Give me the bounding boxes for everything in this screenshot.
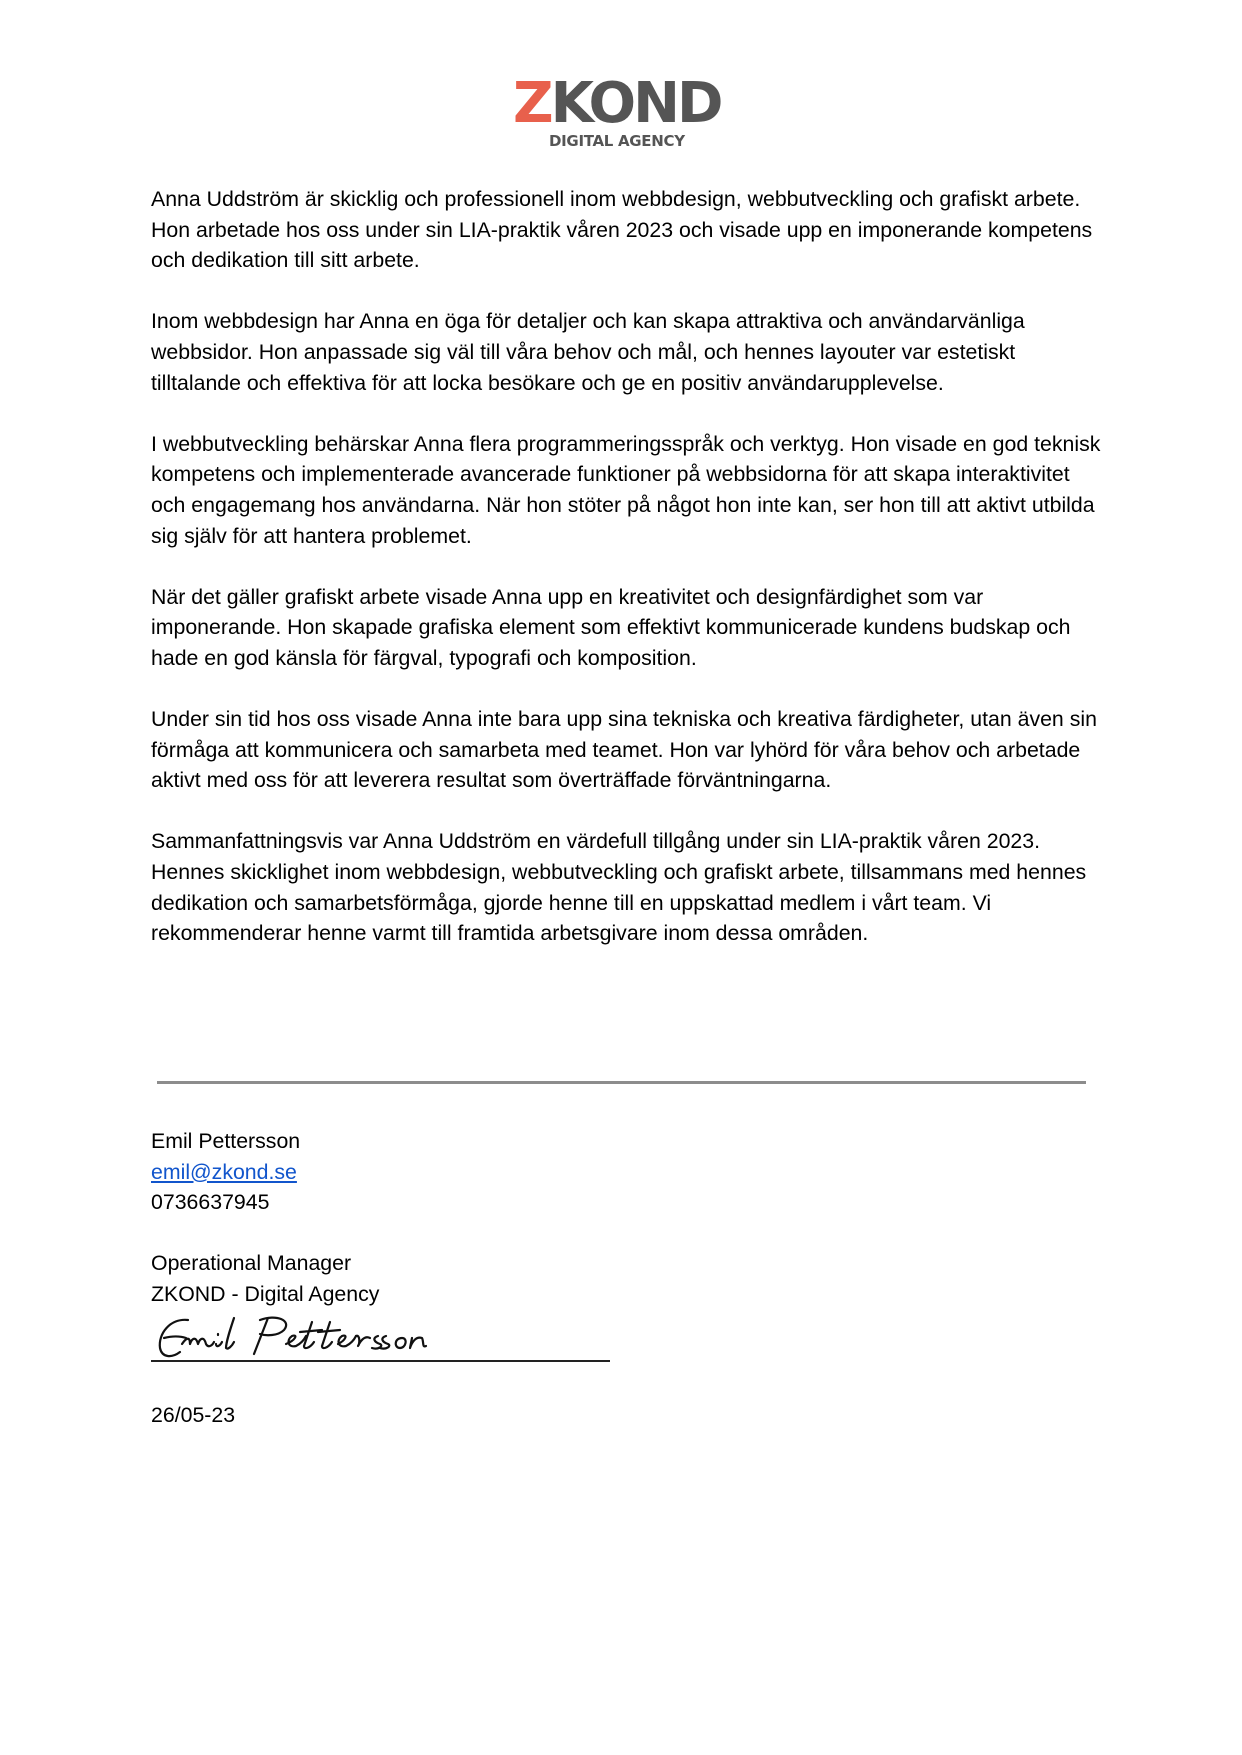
contact-title: Operational Manager [151,1251,352,1276]
email-link[interactable]: emil@zkond.se [151,1159,297,1184]
signature-date: 26/05-23 [151,1403,236,1427]
logo-wordmark [513,71,721,136]
paragraph: I webbutveckling behärskar Anna flera programmeringsspråk och verktyg. Hon visade en god teknisk kompetens och implementerade avancerade funktioner på webbsidorna för att skapa interaktivitet och engagemang hos användarna. När hon stöter på något hon inte kan, ser hon till att aktivt utbilda sig själv för att hantera problemet. [151,431,1101,548]
paragraph: När det gäller grafiskt arbete visade Anna upp en kreativitet och designfärdighet som var imponerande. Hon skapade grafiska element som effektivt kommunicerade kundens budskap och hade en god känsla för färgval, typografi och komposition. [151,584,1071,670]
handwritten-signature [150,1312,612,1372]
spacer [151,1218,379,1249]
logo-z-letter: Z [513,71,551,136]
company-logo [513,71,728,151]
logo-subtitle: DIGITAL AGENCY [549,132,685,150]
contact-block [151,1126,379,1310]
signature-line [151,1360,610,1362]
paragraph: Anna Uddström är skicklig och professionell inom webbdesign, webbutveckling och grafiskt arbete. Hon arbetade hos oss under sin LIA-praktik våren 2023 och visade upp en imponerande kompetens och dedikation till sitt arbete. [151,187,1093,273]
contact-name: Emil Pettersson [151,1129,301,1153]
paragraph: Under sin tid hos oss visade Anna inte bara upp sina tekniska och kreativa färdigheter, utan även sin förmåga att kommunicera och samarbeta med teamet. Hon var lyhörd för våra behov och arbetade aktivt med oss för att leverera resultat som överträffade förväntningarna. [151,707,1097,793]
paragraph: Inom webbdesign har Anna en öga för detaljer och kan skapa attraktiva och användarvänliga webbsidor. Hon anpassade sig väl till våra behov och mål, och hennes layouter var estetiskt tilltalande och effektiva för att locka besökare och ge en positiv användarupplevelse. [151,309,1025,395]
logo-kond-letters: KOND [550,71,721,136]
horizontal-divider [157,1081,1086,1084]
paragraph: Sammanfattningsvis var Anna Uddström en värdefull tillgång under sin LIA-praktik våren 2023. Hennes skicklighet inom webbdesign, webbutveckling och grafiskt arbete, tillsammans med hennes dedikation och samarbetsförmåga, gjorde henne till en uppskattad medlem i vårt team. Vi rekommenderar henne varmt till framtida arbetsgivare inom dessa områden. [151,829,1087,946]
letter-body [151,184,1101,979]
contact-phone: 0736637945 [151,1190,270,1215]
contact-company: ZKOND - Digital Agency [151,1281,380,1306]
